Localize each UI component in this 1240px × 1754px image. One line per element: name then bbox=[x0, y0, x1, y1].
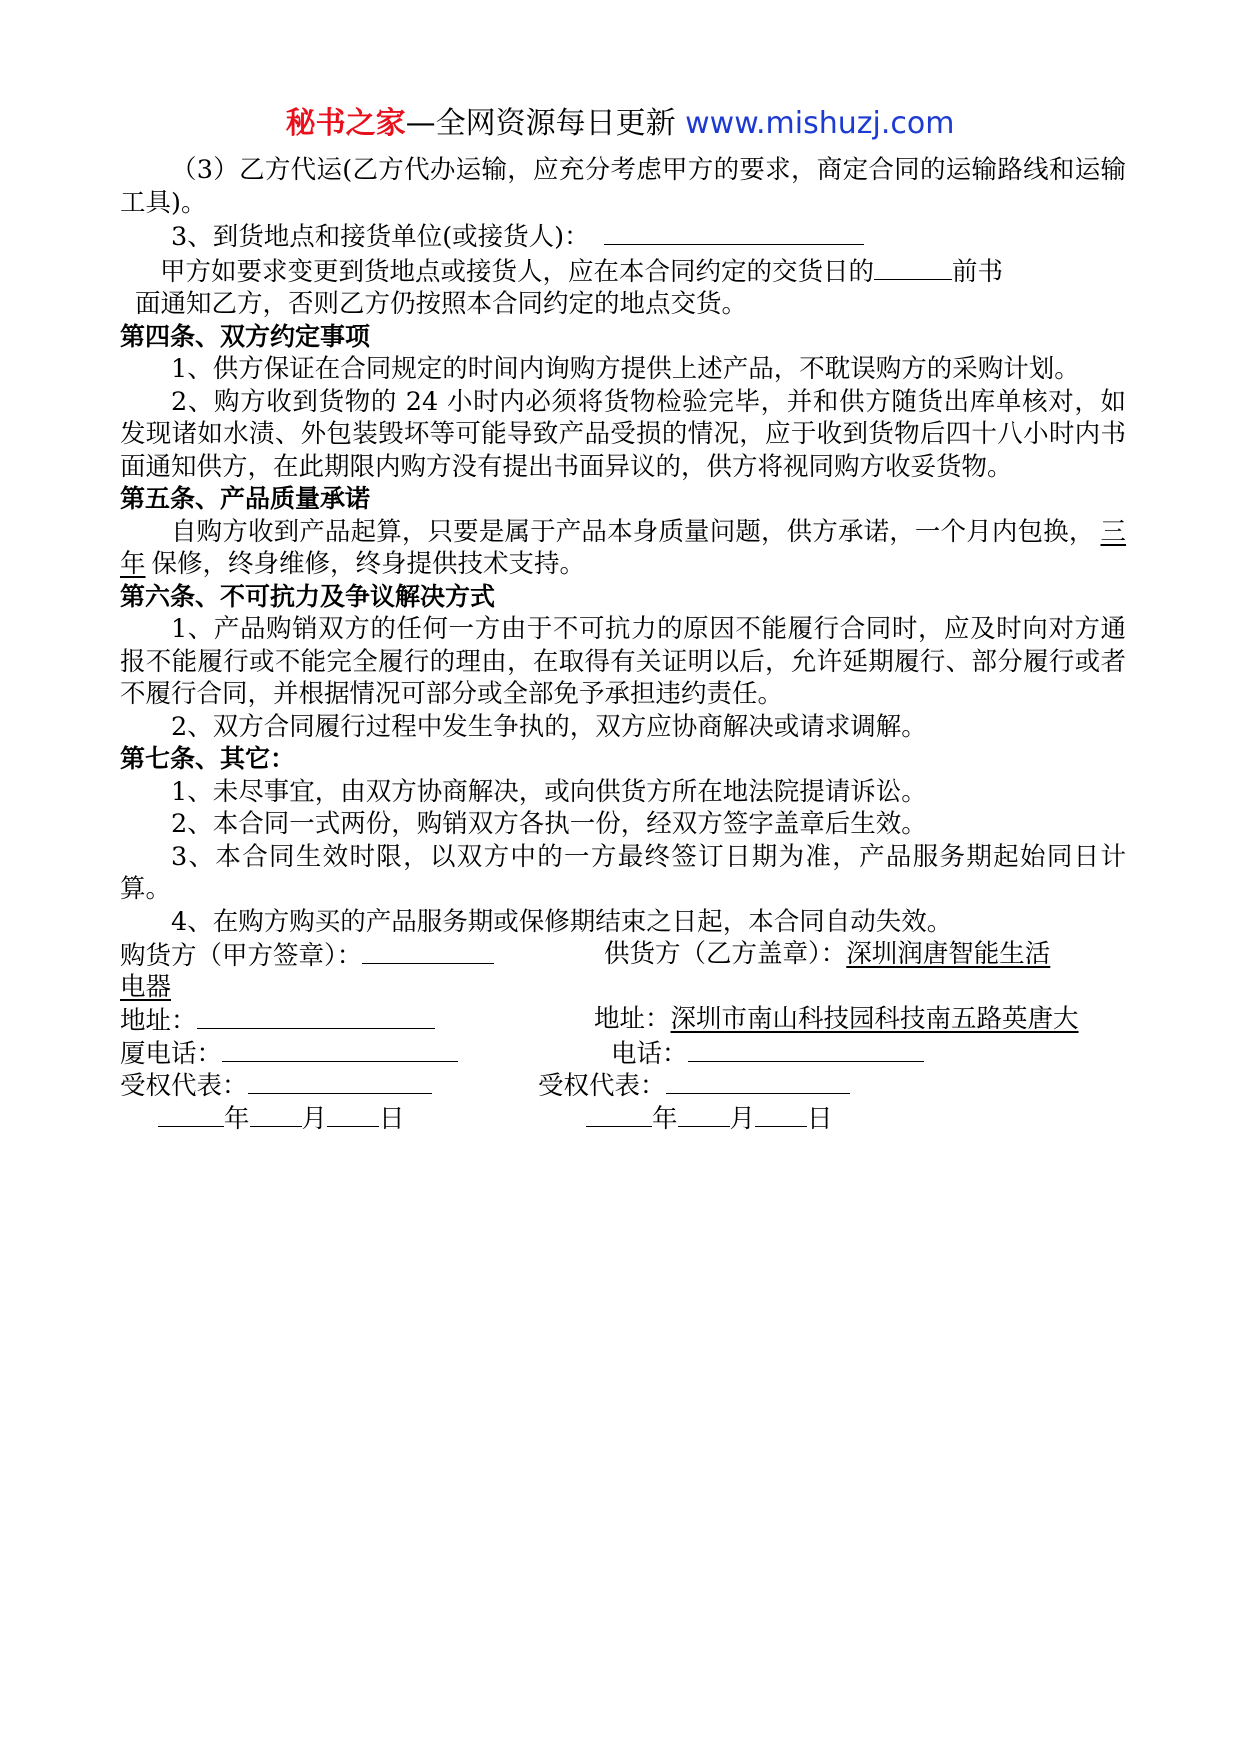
notice-days-blank[interactable] bbox=[874, 254, 952, 280]
paragraph-transport: （3）乙方代运(乙方代办运输，应充分考虑甲方的要求，商定合同的运输路线和运输工具)。 bbox=[120, 155, 1126, 218]
section-4-heading: 第四条、双方约定事项 bbox=[120, 321, 371, 351]
buyer-label: 购货方（甲方签章）： bbox=[120, 941, 363, 971]
change-request-text-tail: 前书 bbox=[952, 256, 1004, 287]
paragraph-change-request bbox=[120, 254, 1126, 289]
delivery-location-blank[interactable] bbox=[604, 219, 864, 245]
contract-body bbox=[120, 154, 1126, 1133]
paragraph-7-3: 3、本合同生效时限，以双方中的一方最终签订日期为准，产品服务期起始同日计算。 bbox=[120, 841, 1126, 904]
section-6-heading: 第六条、不可抗力及争议解决方式 bbox=[120, 581, 496, 611]
signature-row-representative bbox=[120, 1068, 1126, 1101]
seller-address-label: 地址： bbox=[594, 1004, 671, 1034]
paragraph-7-4: 4、在购方购买的产品服务期或保修期结束之日起，本合同自动失效。 bbox=[171, 906, 953, 937]
buyer-day-blank[interactable] bbox=[327, 1101, 379, 1127]
seller-day-label: 日 bbox=[807, 1103, 833, 1134]
seller-year-label: 年 bbox=[652, 1103, 678, 1134]
paragraph-6-1: 1、产品购销双方的任何一方由于不可抗力的原因不能履行合同时，应及时向对方通报不能履行或不能完全履行的理由，在取得有关证明以后，允许延期履行、部分履行或者不履行合同，并根据情况可部分或全部免予承担违约责任。 bbox=[120, 614, 1126, 709]
delivery-location-label: 3、到货地点和接货单位(或接货人)： bbox=[171, 222, 590, 252]
seller-month-label: 月 bbox=[729, 1103, 756, 1134]
brand-slogan: —全网资源每日更新 bbox=[405, 106, 676, 141]
brand-url[interactable]: www.mishuzj.com bbox=[685, 106, 955, 141]
seller-label: 供货方（乙方盖章）： bbox=[604, 939, 847, 969]
signature-row-parties bbox=[120, 938, 1126, 971]
seller-rep-blank[interactable] bbox=[666, 1068, 850, 1094]
buyer-rep-label: 受权代表： bbox=[120, 1071, 248, 1101]
buyer-phone-blank[interactable] bbox=[222, 1036, 458, 1062]
buyer-day-label: 日 bbox=[379, 1103, 405, 1134]
paragraph-4-1: 1、供方保证在合同规定的时间内询购方提供上述产品，不耽误购方的采购计划。 bbox=[171, 354, 1080, 384]
seller-name-cont: 电器 bbox=[120, 971, 172, 1002]
signature-row-date bbox=[120, 1101, 1126, 1134]
paragraph-6-2: 2、双方合同履行过程中发生争执的，双方应协商解决或请求调解。 bbox=[171, 711, 927, 742]
seller-rep-label: 受权代表： bbox=[538, 1071, 666, 1101]
signature-row-address bbox=[120, 1003, 1126, 1036]
header-watermark bbox=[0, 104, 1240, 144]
quality-text-tail: 保修，终身维修，终身提供技术支持。 bbox=[151, 549, 586, 579]
buyer-address-label: 地址： bbox=[120, 1006, 197, 1036]
seller-day-blank[interactable] bbox=[755, 1101, 807, 1127]
paragraph-7-2: 2、本合同一式两份，购销双方各执一份，经双方签字盖章后生效。 bbox=[171, 809, 927, 839]
quality-text: 自购方收到产品起算，只要是属于产品本身质量问题，供方承诺，一个月内包换， bbox=[171, 516, 1095, 547]
buyer-phone-label: 电话： bbox=[145, 1038, 223, 1069]
seller-phone-blank[interactable] bbox=[688, 1036, 924, 1062]
paragraph-7-1: 1、未尽事宜，由双方协商解决，或向供货方所在地法院提请诉讼。 bbox=[171, 776, 927, 807]
seller-year-blank[interactable] bbox=[586, 1101, 652, 1127]
seller-month-blank[interactable] bbox=[678, 1101, 730, 1127]
paragraph-4-2: 2、购方收到货物的 24 小时内必须将货物检验完毕，并和供方随货出库单核对，如发现诸如水渍、外包装毁坏等可能导致产品受损的情况，应于收到货物后四十八小时内书面通知供方，在此期限内购方没有提出书面异议的，供方将视同购方收妥货物。 bbox=[120, 386, 1126, 482]
buyer-signature-blank[interactable] bbox=[362, 938, 494, 964]
buyer-month-label: 月 bbox=[301, 1103, 328, 1134]
section-7-heading: 第七条、其它： bbox=[120, 744, 296, 773]
paragraph-delivery-location bbox=[120, 219, 1126, 254]
seller-address: 深圳市南山科技园科技南五路英唐大 bbox=[670, 1004, 1079, 1034]
buyer-year-blank[interactable] bbox=[158, 1101, 224, 1127]
section-5-heading: 第五条、产品质量承诺 bbox=[120, 484, 371, 513]
seller-phone-label: 电话： bbox=[611, 1038, 688, 1069]
seller-name: 深圳润唐智能生活 bbox=[846, 939, 1051, 969]
buyer-year-label: 年 bbox=[224, 1103, 250, 1134]
buyer-rep-blank[interactable] bbox=[248, 1068, 432, 1094]
buyer-address-blank[interactable] bbox=[197, 1003, 435, 1029]
change-request-text: 甲方如要求变更到货地点或接货人，应在本合同约定的交货日的 bbox=[160, 256, 875, 287]
paragraph-5 bbox=[120, 516, 1126, 581]
seller-address-tail: 厦 bbox=[120, 1038, 146, 1069]
signature-row-phone bbox=[120, 1036, 1126, 1069]
warranty-period: 三年 bbox=[120, 516, 1126, 579]
signature-row-seller-cont bbox=[120, 971, 1126, 1004]
buyer-month-blank[interactable] bbox=[250, 1101, 302, 1127]
brand-name: 秘书之家 bbox=[285, 106, 406, 141]
paragraph-change-request-cont: 面通知乙方，否则乙方仍按照本合同约定的地点交货。 bbox=[135, 289, 748, 319]
